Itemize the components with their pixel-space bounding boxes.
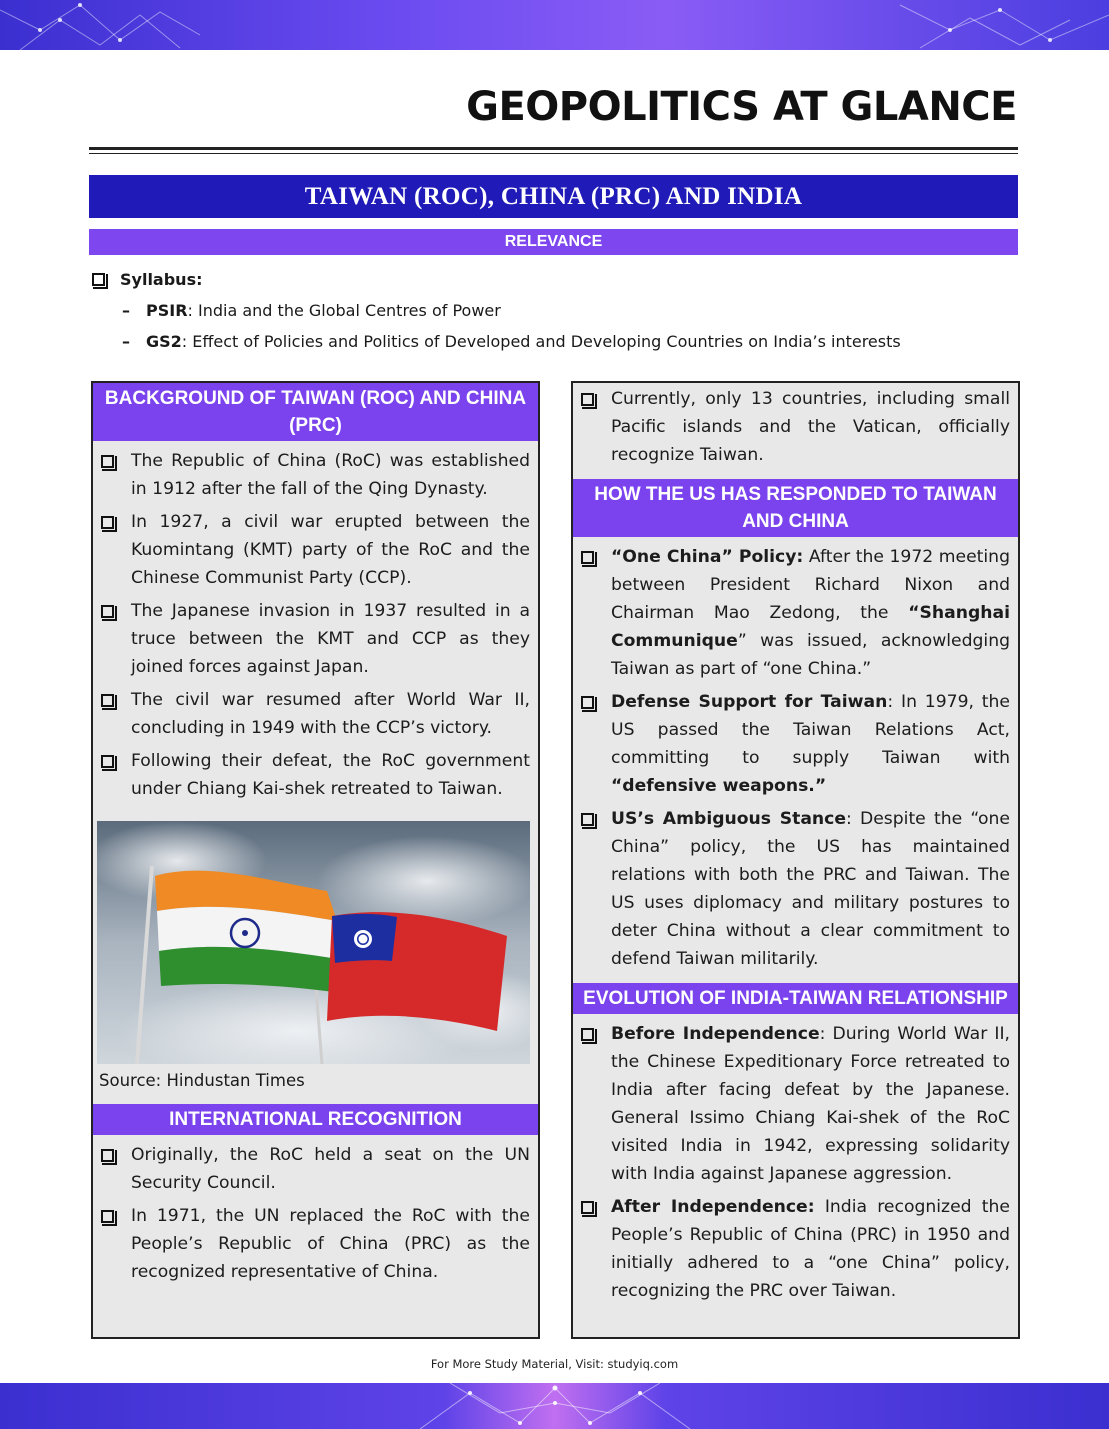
left-column	[91, 381, 540, 1339]
syllabus-text: : India and the Global Centres of Power	[187, 300, 501, 320]
list-item: After Independence: India recognized the People’s Republic of China (PRC) in 1950 and initially adhered to a “one China” policy, recognizing the PRC over Taiwan.	[581, 1193, 1010, 1305]
syllabus-label: Syllabus:	[120, 269, 203, 289]
india-taiwan-flags-image	[97, 821, 534, 1064]
syllabus-block	[92, 264, 901, 356]
syllabus-text: : Effect of Policies and Politics of Developed and Developing Countries on India’s interests	[181, 331, 901, 351]
list-item: In 1971, the UN replaced the RoC with the People’s Republic of China (PRC) as the recognized representative of China.	[101, 1202, 530, 1286]
section-heading-recognition: INTERNATIONAL RECOGNITION	[93, 1104, 538, 1135]
checkbox-bullet-icon	[101, 605, 114, 618]
recognition-continued-list	[573, 383, 1018, 469]
network-pattern-decoration	[0, 0, 1109, 50]
section-heading-background: BACKGROUND OF TAIWAN (ROC) AND CHINA (PRC)	[93, 383, 538, 441]
evolution-list	[573, 1014, 1018, 1305]
checkbox-bullet-icon	[92, 273, 105, 286]
network-pattern-decoration	[0, 1383, 1109, 1429]
relevance-bar: RELEVANCE	[89, 229, 1018, 255]
us-response-list	[573, 537, 1018, 973]
section-heading-evolution: EVOLUTION OF INDIA-TAIWAN RELATIONSHIP	[573, 983, 1018, 1014]
list-item: Originally, the RoC held a seat on the UN Security Council.	[101, 1141, 530, 1197]
checkbox-bullet-icon	[101, 1149, 114, 1162]
checkbox-bullet-icon	[581, 1028, 594, 1041]
main-header: TAIWAN (ROC), CHINA (PRC) AND INDIA	[89, 175, 1018, 218]
recognition-list	[93, 1135, 538, 1286]
dash-bullet: –	[122, 300, 130, 320]
list-item: The civil war resumed after World War II, concluding in 1949 with the CCP’s victory.	[101, 686, 530, 742]
checkbox-bullet-icon	[101, 516, 114, 529]
footer-link-text: For More Study Material, Visit: studyiq.com	[430, 1357, 679, 1371]
list-item: Following their defeat, the RoC government under Chiang Kai-shek retreated to Taiwan.	[101, 747, 530, 803]
syllabus-item	[92, 326, 901, 356]
checkbox-bullet-icon	[581, 551, 594, 564]
list-item: Currently, only 13 countries, including small Pacific islands and the Vatican, officially recognize Taiwan.	[581, 385, 1010, 469]
top-banner	[0, 0, 1109, 50]
checkbox-bullet-icon	[101, 455, 114, 468]
syllabus-item	[92, 295, 901, 325]
list-item: US’s Ambiguous Stance: Despite the “one China” policy, the US has maintained relations with both the PRC and Taiwan. The US uses diplomacy and military postures to deter China without a clear commitment to defend Taiwan militarily.	[581, 805, 1010, 973]
background-list	[93, 441, 538, 803]
syllabus-code: PSIR	[146, 300, 188, 320]
list-item: The Republic of China (RoC) was established in 1912 after the fall of the Qing Dynasty.	[101, 447, 530, 503]
list-item: “One China” Policy: After the 1972 meeting between President Richard Nixon and Chairman Mao Zedong, the “Shanghai Communique” was issued, acknowledging Taiwan as part of “one China.”	[581, 543, 1010, 683]
checkbox-bullet-icon	[101, 694, 114, 707]
page-title: GEOPOLITICS AT GLANCE	[466, 84, 1017, 130]
checkbox-bullet-icon	[581, 813, 594, 826]
list-item: Defense Support for Taiwan: In 1979, the US passed the Taiwan Relations Act, committing to supply Taiwan with “defensive weapons.”	[581, 688, 1010, 800]
dash-bullet: –	[122, 331, 130, 351]
checkbox-bullet-icon	[581, 696, 594, 709]
title-rule-thin	[89, 153, 1018, 154]
syllabus-code: GS2	[146, 331, 182, 351]
list-item: Before Independence: During World War II, the Chinese Expeditionary Force retreated to India after facing defeat by the Japanese. General Issimo Chiang Kai-shek of the RoC visited India in 1942, expressing solidarity with India against Japanese aggression.	[581, 1020, 1010, 1188]
title-rule	[89, 147, 1018, 150]
checkbox-bullet-icon	[581, 393, 594, 406]
checkbox-bullet-icon	[101, 1210, 114, 1223]
image-source-caption: Source: Hindustan Times	[99, 1071, 305, 1090]
bottom-banner	[0, 1383, 1109, 1429]
list-item: The Japanese invasion in 1937 resulted in a truce between the KMT and CCP as they joined forces against Japan.	[101, 597, 530, 681]
syllabus-heading	[92, 264, 901, 294]
section-heading-us-response: HOW THE US HAS RESPONDED TO TAIWAN AND CHINA	[573, 479, 1018, 537]
list-item: In 1927, a civil war erupted between the Kuomintang (KMT) party of the RoC and the Chinese Communist Party (CCP).	[101, 508, 530, 592]
checkbox-bullet-icon	[101, 755, 114, 768]
right-column	[571, 381, 1020, 1339]
checkbox-bullet-icon	[581, 1201, 594, 1214]
